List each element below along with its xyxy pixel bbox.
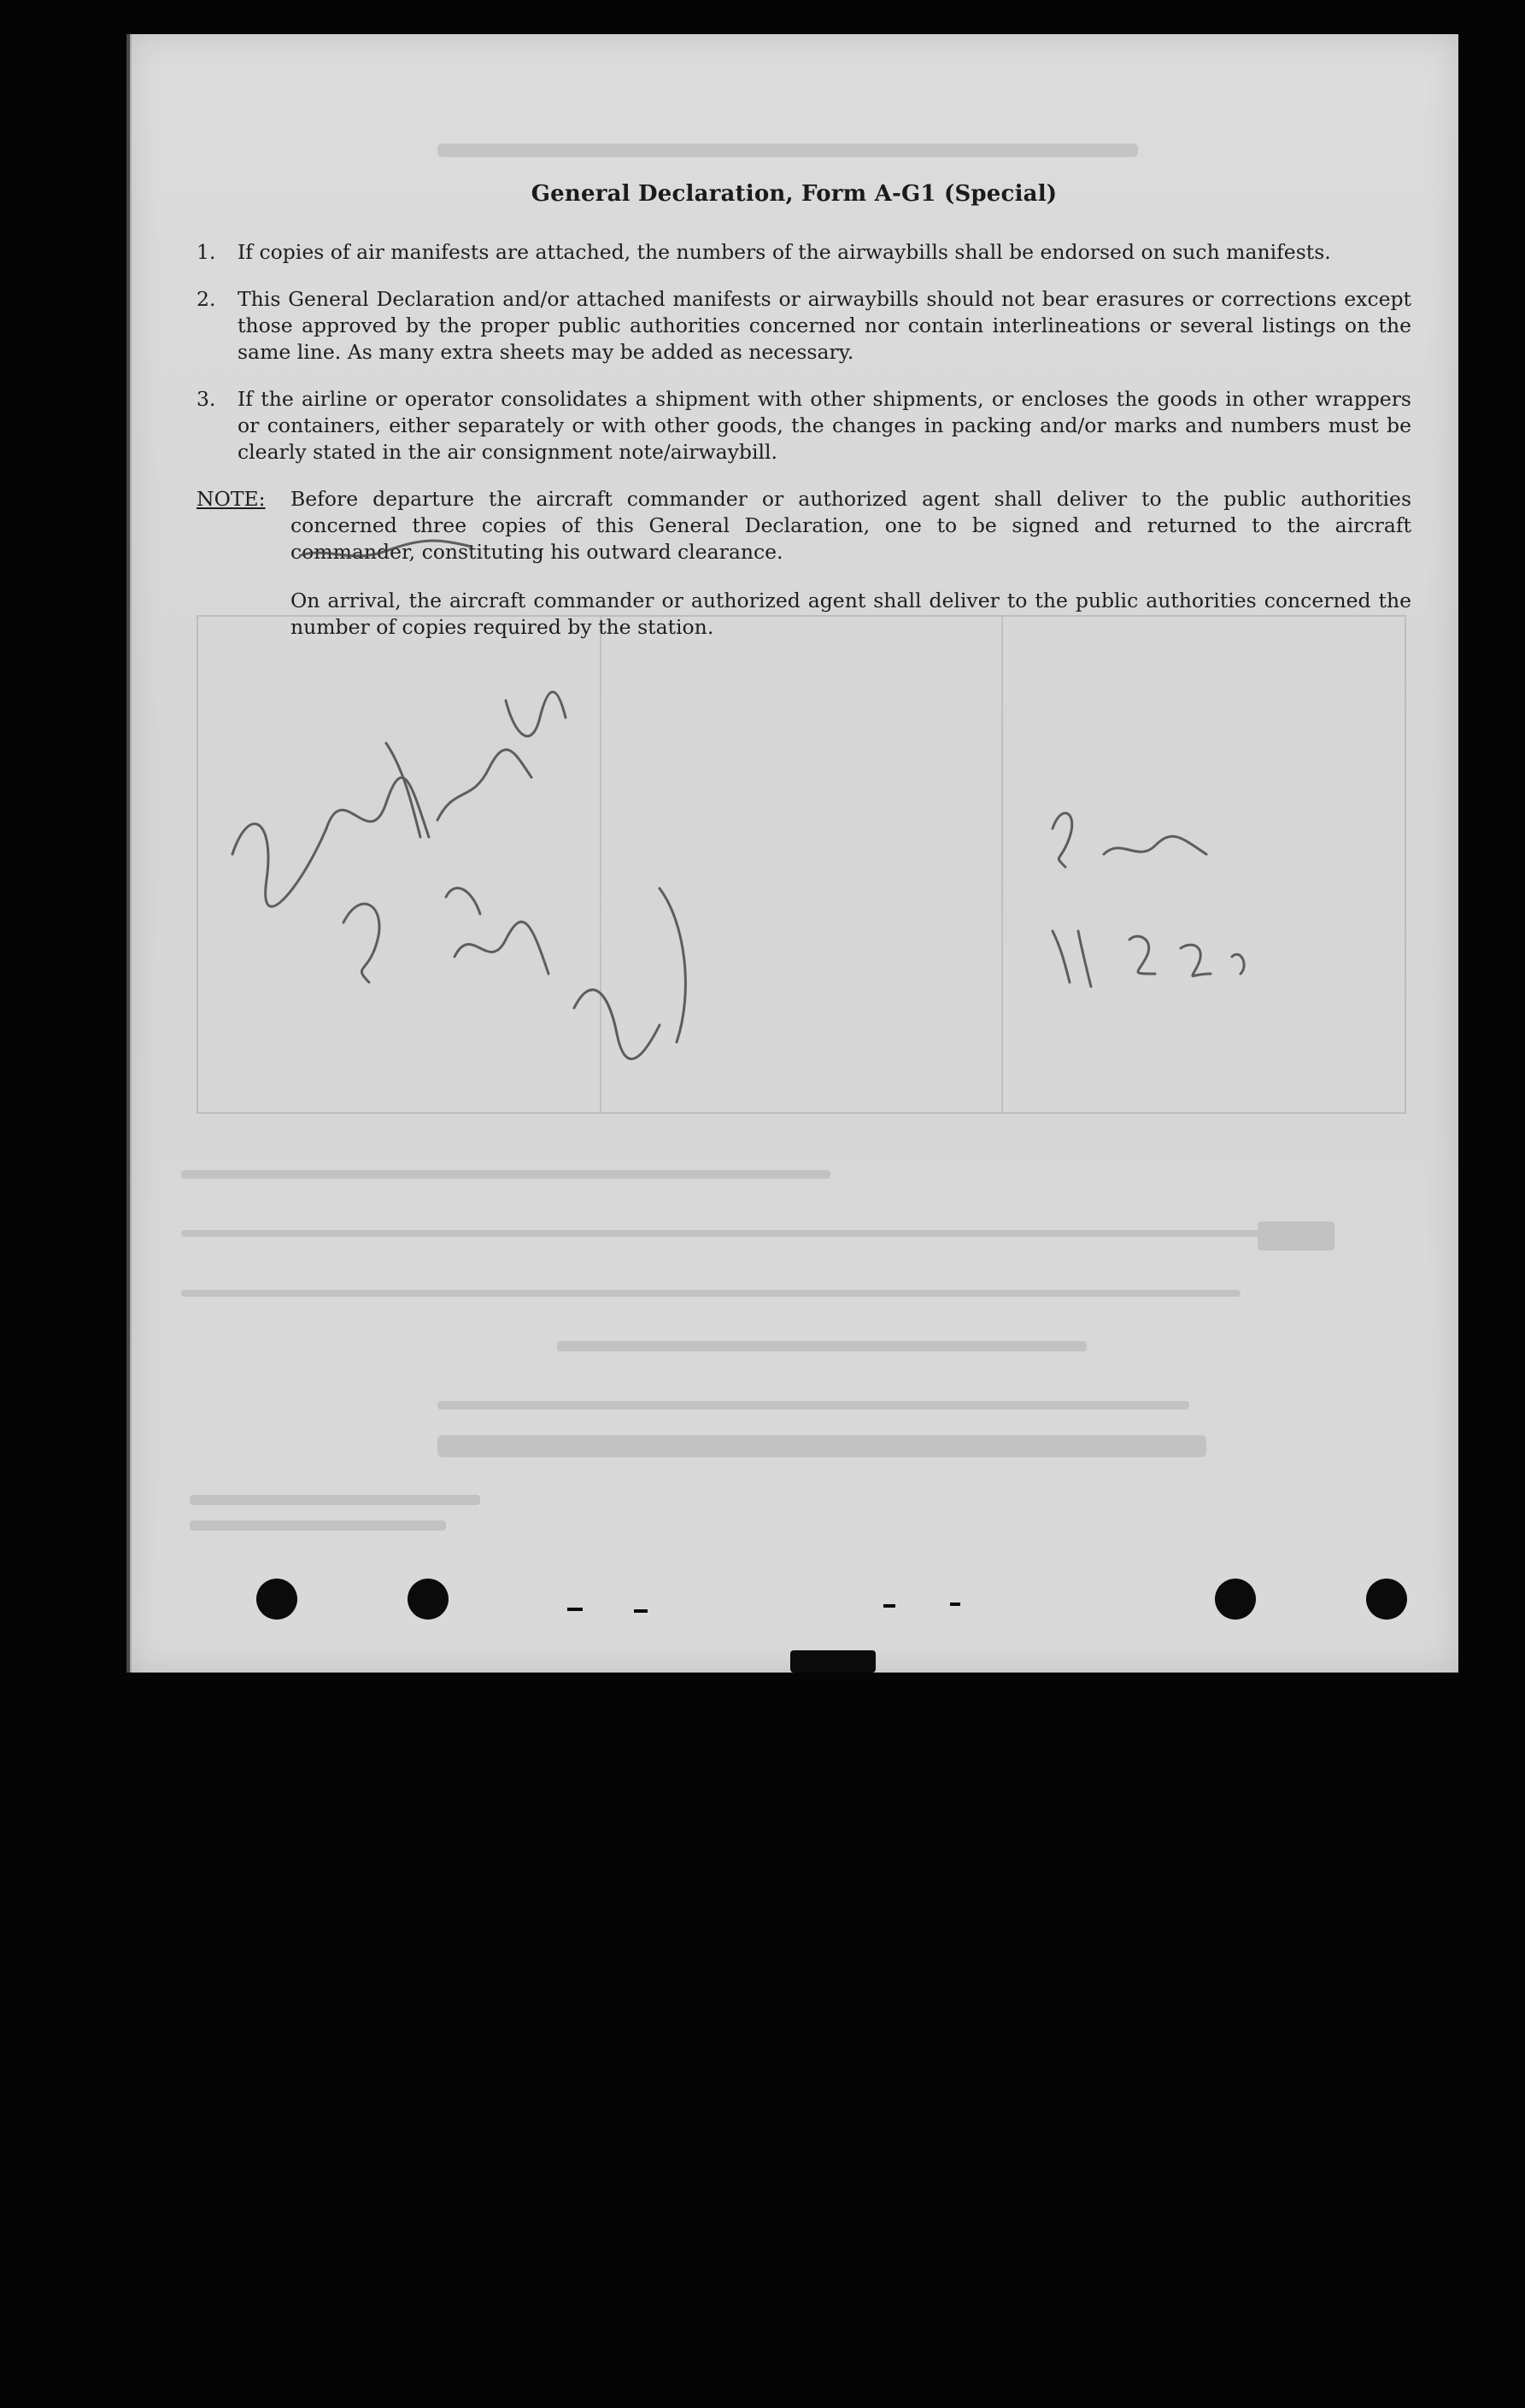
note-paragraph: Before departure the aircraft commander or authorized agent shall deliver to the public authorities concerned three copies of this General Declaration, one to be signed and returned to the aircraft commander, constituting his outward clearance. — [290, 487, 1411, 564]
punch-hole — [408, 1579, 449, 1620]
punch-hole — [1366, 1579, 1407, 1620]
speck — [634, 1609, 648, 1613]
note-body — [290, 486, 1411, 663]
item-text: This General Declaration and/or attached manifests or airwaybills should not bear erasures or corrections except those approved by the proper public authorities concerned nor contain interlineations or several listings on the same line. As many extra sheets may be added as necessary. — [238, 287, 1411, 364]
instructions-list — [196, 239, 1411, 663]
note-label: NOTE: — [196, 487, 266, 511]
faint-form-table-bleed — [196, 615, 1406, 1114]
item-text: If the airline or operator consolidates a shipment with other shipments, or encloses the goods in other wrappers or containers, either separately or with other goods, the changes in packing and/or marks and numbers must be clearly stated in the air consignment note/airwaybill. — [238, 387, 1411, 464]
table-divider — [600, 617, 601, 1112]
note-section — [196, 486, 1411, 663]
document-page — [130, 34, 1458, 1673]
punch-hole — [256, 1579, 297, 1620]
speck — [883, 1604, 895, 1608]
table-divider — [1001, 617, 1003, 1112]
instruction-item — [196, 239, 1411, 266]
speck — [567, 1608, 583, 1611]
instruction-item — [196, 386, 1411, 466]
speck — [950, 1602, 960, 1606]
item-number: 3. — [196, 387, 216, 411]
instruction-item — [196, 286, 1411, 366]
item-number: 1. — [196, 240, 216, 264]
form-title: General Declaration, Form A-G1 (Special) — [531, 181, 1058, 207]
paper-tear — [790, 1650, 876, 1673]
punch-hole — [1215, 1579, 1256, 1620]
note-paragraph: On arrival, the aircraft commander or authorized agent shall deliver to the public authorities concerned the number of copies required by the station. — [290, 589, 1411, 639]
item-number: 2. — [196, 287, 216, 311]
item-text: If copies of air manifests are attached, the numbers of the airwaybills shall be endorsed on such manifests. — [238, 240, 1331, 264]
